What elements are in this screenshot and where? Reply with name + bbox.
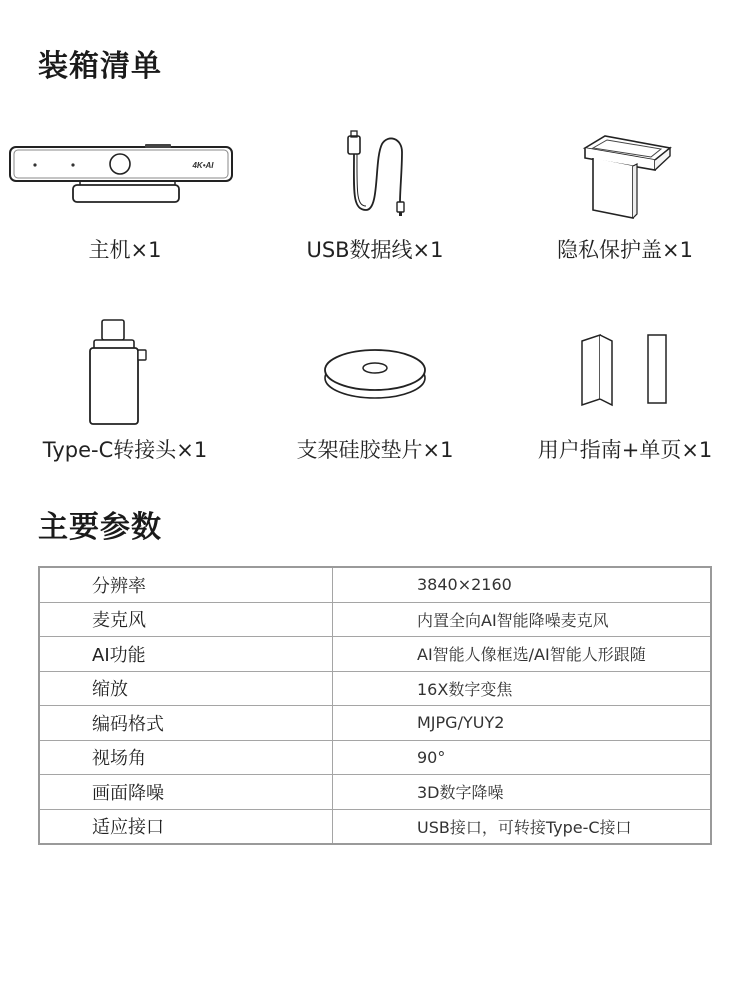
spec-value: 3840×2160 (333, 567, 712, 602)
packing-item-webcam (0, 120, 250, 264)
spec-key: 画面降噪 (39, 775, 333, 810)
spec-key: 视场角 (39, 740, 333, 775)
packing-item-user-guide (500, 318, 750, 464)
table-row (39, 602, 711, 637)
item-label: 支架硅胶垫片×1 (296, 438, 454, 462)
silicone-pad-icon (315, 338, 435, 408)
spec-value: 90° (333, 740, 712, 775)
specs-title: 主要参数 (38, 510, 162, 545)
spec-value: 内置全向AI智能降噪麦克风 (333, 602, 712, 637)
item-label: USB数据线×1 (306, 238, 444, 262)
packing-item-usb-cable (250, 120, 500, 264)
packing-item-type-c-adapter (0, 318, 250, 464)
spec-key: 缩放 (39, 671, 333, 706)
item-label: 用户指南+单页×1 (537, 438, 713, 462)
camera-badge: 4K•AI (192, 161, 214, 170)
spec-value: AI智能人像框选/AI智能人形跟随 (333, 637, 712, 672)
item-label: 隐私保护盖×1 (557, 238, 693, 262)
spec-key: AI功能 (39, 637, 333, 672)
spec-value: 16X数字变焦 (333, 671, 712, 706)
table-row (39, 637, 711, 672)
spec-value: USB接口，可转接Type-C接口 (333, 809, 712, 844)
spec-value: 3D数字降噪 (333, 775, 712, 810)
spec-key: 适应接口 (39, 809, 333, 844)
usb-cable-icon (330, 130, 420, 220)
packing-item-silicone-pad (250, 318, 500, 464)
item-label: 主机×1 (88, 238, 162, 262)
user-guide-icon (570, 333, 680, 413)
table-row (39, 671, 711, 706)
table-row (39, 740, 711, 775)
item-label: Type-C转接头×1 (42, 438, 208, 462)
table-row (39, 809, 711, 844)
spec-key: 麦克风 (39, 602, 333, 637)
packing-list-title: 装箱清单 (38, 49, 162, 84)
spec-key: 分辨率 (39, 567, 333, 602)
table-row (39, 567, 711, 602)
table-row (39, 706, 711, 741)
table-row (39, 775, 711, 810)
privacy-cover-icon (575, 130, 675, 220)
spec-value: MJPG/YUY2 (333, 706, 712, 741)
webcam-icon (5, 135, 245, 215)
packing-item-privacy-cover (500, 120, 750, 264)
spec-key: 编码格式 (39, 706, 333, 741)
specs-table (38, 566, 712, 845)
type-c-adapter-icon (80, 318, 170, 428)
